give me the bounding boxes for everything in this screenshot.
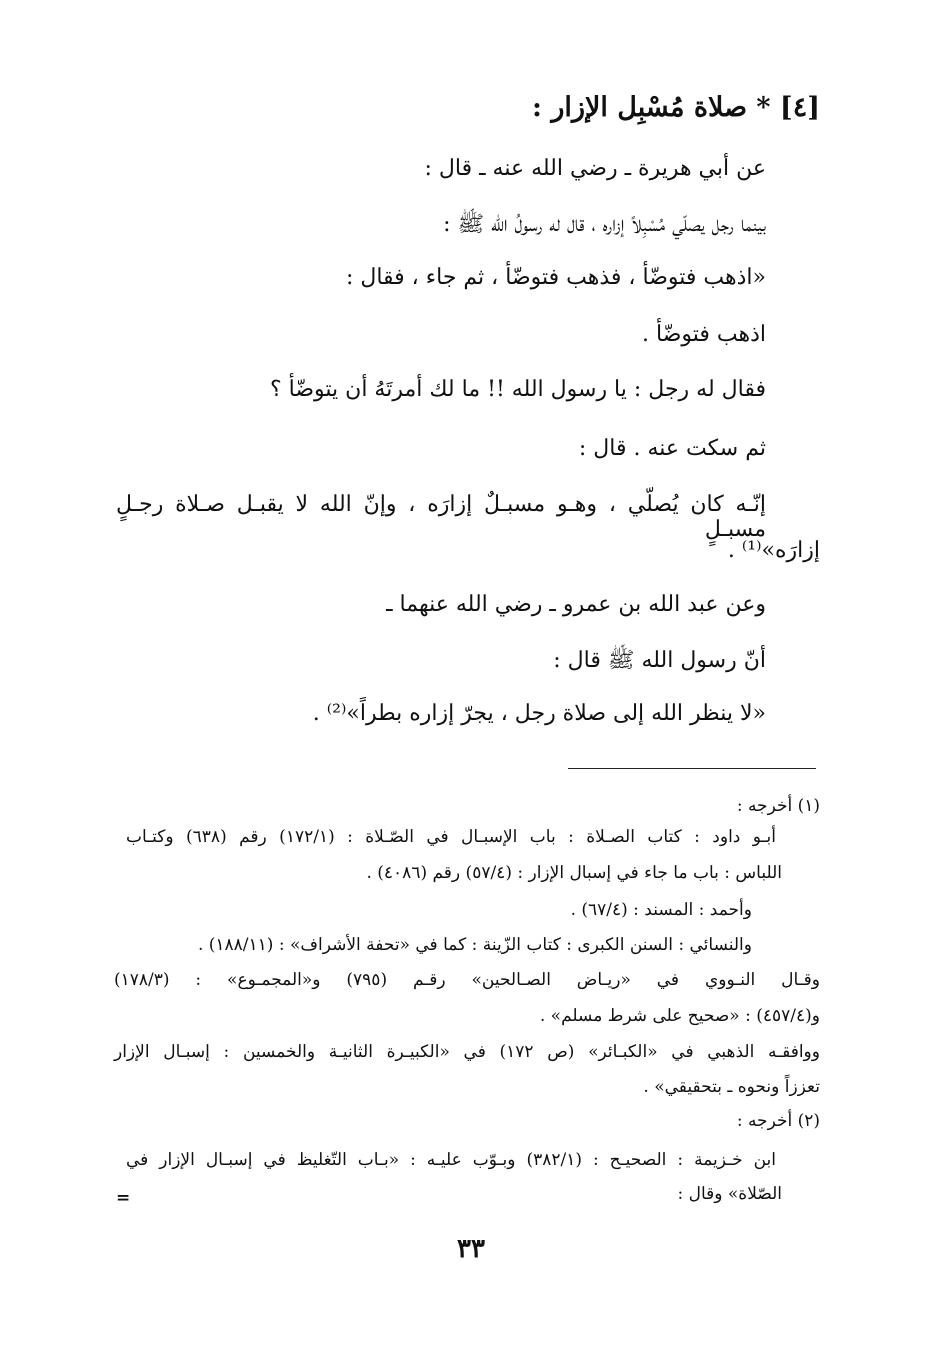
footnote-line: تعززاً ونحوه ـ بتحقيقي» . (643, 1077, 820, 1097)
footnote-line: أبـو داود : كتاب الصـلاة : باب الإسبـال في الصّـلاة : (١٧٢/١) رقم (٦٣٨) وكتـاب (126, 827, 776, 847)
hadith-line: «اذهب فتوضّأ ، فذهب فتوضّأ ، ثم جاء ، فقال : (345, 265, 766, 290)
footnote-line: اللباس : باب ما جاء في إسبال الإزار : (٥٧/٤) رقم (٤٠٨٦) . (366, 863, 782, 883)
page-number: ٣٣ (457, 1234, 485, 1264)
hadith-line: وعن عبد الله بن عمرو ـ رضي الله عنهما ـ (386, 592, 766, 617)
footnote-line: وأحمد : المسند : (٦٧/٤) . (570, 900, 752, 920)
hadith-line: إنّـه كان يُصلّي ، وهـو مسبـلٌ إزارَه ، وإنّ الله لا يقبـل صـلاة رجـلٍ مسبـلٍ (116, 492, 766, 542)
hadith-line: فقال له رجل : يا رسول الله !! ما لك أمرتَهُ أن يتوضّأ ؟ (270, 377, 766, 402)
footnote-line: (٢) أخرجه : (736, 1111, 820, 1131)
footnote-line: و(٤٥٧/٤) : «صحيح على شرط مسلم» . (539, 1006, 820, 1026)
footnote-line: ووافقـه الذهبي في «الكبـائر» (ص ١٧٢) في «الكبيـرة الثانيـة والخمسين : إسبـال الإزار (114, 1042, 820, 1062)
hadith-line: بينما رجل يصلّي مُسْبِلاً إزاره ، قال له رسولُ الله ﷺ : (443, 212, 766, 237)
hadith-line: أنّ رسول الله ﷺ قال : (553, 648, 766, 673)
footnote-line: والنسائي : السنن الكبرى : كتاب الزّينة : كما في «تحفة الأشراف» : (١٨٨/١١) . (197, 935, 752, 955)
footnote-line: (١) أخرجه : (736, 796, 820, 816)
footnote-line: الصّلاة» وقال : (677, 1184, 782, 1204)
section-heading: [٤] * صلاة مُسْبِل الإزار : (532, 92, 820, 123)
hadith-line: إزارَه»⁽¹⁾ . (727, 538, 820, 563)
footnote-separator (568, 768, 816, 769)
hadith-line: عن أبي هريرة ـ رضي الله عنه ـ قال : (424, 156, 766, 181)
hadith-line: اذهب فتوضّأ . (642, 322, 766, 347)
footnote-line: وقـال النـووي في «ريـاض الصـالحين» رقـم (٧٩٥) و«المجمـوع» : (١٧٨/٣) (114, 970, 820, 990)
hadith-line: «لا ينظر الله إلى صلاة رجل ، يجرّ إزاره بطراً»⁽²⁾ . (312, 701, 766, 726)
footnote-line: ابن خـزيمة : الصحيـح : (٣٨٢/١) وبـوّب عليـه : «بـاب التّغليظ في إسبـال الإزار في (126, 1150, 776, 1170)
continuation-mark: = (116, 1188, 131, 1208)
hadith-line: ثم سكت عنه . قال : (578, 436, 766, 461)
